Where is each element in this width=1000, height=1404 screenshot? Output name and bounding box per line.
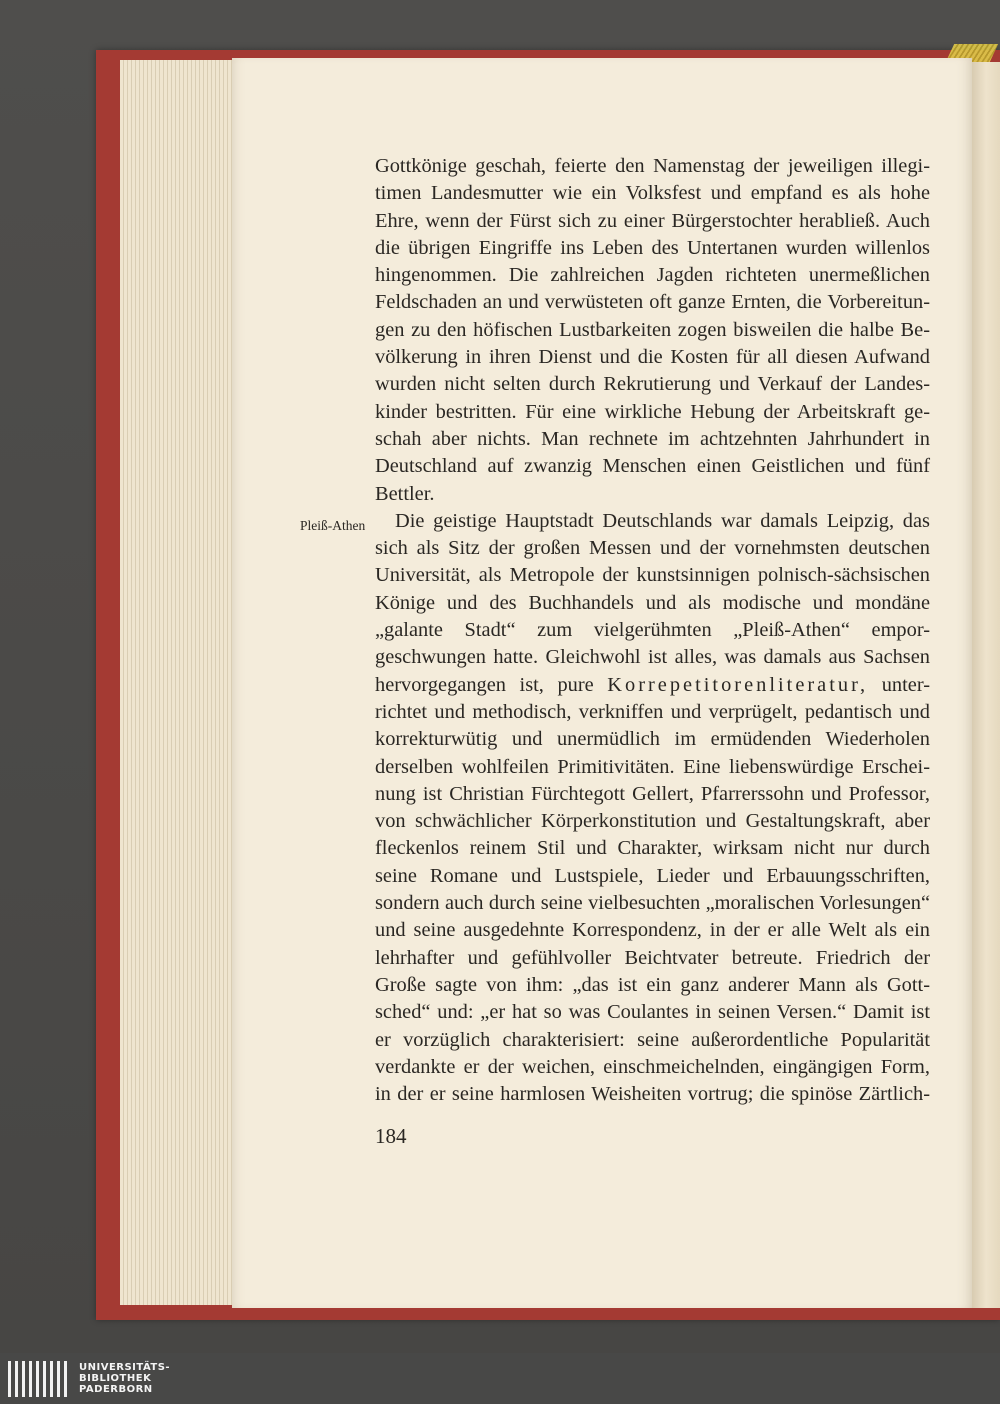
text-line: richtet und methodisch, verkniffen und verprügelt, pedantisch und <box>375 700 930 723</box>
text-line: Bettler. <box>375 482 435 505</box>
text-line: fleckenlos reinem Stil und Charakter, wirksam nicht nur durch <box>375 837 930 860</box>
text-line: Gottkönige geschah, feierte den Namenstag der jeweiligen illegi- <box>375 155 930 177</box>
library-name-line: BIBLIOTHEK <box>79 1373 152 1384</box>
library-name <box>79 1362 170 1395</box>
text-line: sich als Sitz der großen Messen und der vornehmsten deutschen <box>375 537 930 560</box>
text-line: Feldschaden an und verwüsteten oft ganze Ernten, die Vorbereitun- <box>375 291 930 314</box>
text-line: und seine ausgedehnte Korrespondenz, in der er alle Welt als ein <box>375 919 930 942</box>
text-line: „galante Stadt“ zum vielgerühmten „Pleiß-Athen“ empor- <box>375 619 930 642</box>
text-line: geschwungen hatte. Gleichwohl ist alles, was damals aus Sachsen <box>375 646 930 669</box>
text-line: nung ist Christian Fürchtegott Gellert, Pfarrerssohn und Professor, <box>375 782 930 805</box>
text-line: gen zu den höfischen Lustbarkeiten zogen bisweilen die halbe Be- <box>375 318 930 341</box>
text-line: hingenommen. Die zahlreichen Jagden richteten unermeßlichen <box>375 264 930 287</box>
text-line: derselben wohlfeilen Primitivitäten. Eine liebenswürdige Erschei- <box>375 755 930 778</box>
text-line: lehrhafter und gefühlvoller Beichtvater betreute. Friedrich der <box>375 946 930 969</box>
text-line: Deutschland auf zwanzig Menschen einen Geistlichen und fünf <box>375 455 930 478</box>
text-line: korrekturwütig und unermüdlich im ermüdenden Wiederholen <box>375 728 930 751</box>
library-logo-icon <box>8 1361 67 1397</box>
text-line: völkerung in ihren Dienst und die Kosten für all diesen Aufwand <box>375 346 930 369</box>
text-line: sched“ und: „er hat so was Coulantes in seinen Versen.“ Damit ist <box>375 1001 930 1024</box>
text-line: verdankte er der weichen, einschmeichelnden, eingängigen Form, <box>375 1055 930 1078</box>
text-line: Ehre, wenn der Fürst sich zu einer Bürgerstochter herabließ. Auch <box>375 209 930 232</box>
text-line: Könige und des Buchhandels und als modische und mondäne <box>375 591 930 614</box>
margin-note: Pleiß-Athen <box>300 518 366 533</box>
library-footer <box>0 1353 1000 1404</box>
text-line: Die geistige Hauptstadt Deutschlands war damals Leipzig, das <box>395 509 930 532</box>
text-line: er vorzüglich charakterisiert: seine außerordentliche Popularität <box>375 1028 930 1051</box>
text-line: timen Landesmutter wie ein Volksfest und empfand es als hohe <box>375 182 930 205</box>
text-line: sondern auch durch seine vielbesuchten „moralischen Vorlesungen“ <box>375 892 930 915</box>
text-line: schah aber nichts. Man rechnete im achtzehnten Jahrhundert in <box>375 427 930 450</box>
library-name-line: UNIVERSITÄTS- <box>79 1362 171 1373</box>
page-number: 184 <box>375 1124 407 1148</box>
text-line: Universität, als Metropole der kunstsinnigen polnisch-sächsischen <box>375 564 930 587</box>
text-fragment: hervorgegangen ist, pure <box>375 673 594 696</box>
text-line: die übrigen Eingriffe ins Leben des Untertanen wurden willenlos <box>375 236 930 259</box>
page-edges <box>120 60 233 1305</box>
text-line: von schwächlicher Körperkonstitution und Gestaltungskraft, aber <box>375 810 930 833</box>
text-line-spaced <box>375 672 930 699</box>
text-fragment: unter- <box>881 673 930 696</box>
text-line: seine Romane und Lustspiele, Lieder und Erbauungsschriften, <box>375 864 930 887</box>
library-name-line: PADERBORN <box>79 1384 153 1395</box>
text-line: Große sagte von ihm: „das ist ein ganz anderer Mann als Gott- <box>375 973 930 996</box>
facing-page-edge <box>972 62 1000 1308</box>
text-line: in der er seine harmlosen Weisheiten vortrug; die spinöse Zärtlich- <box>375 1083 930 1106</box>
emphasized-word: Korrepetitorenliteratur, <box>607 673 869 696</box>
text-line: wurden nicht selten durch Rekrutierung und Verkauf der Landes- <box>375 373 930 396</box>
text-line: kinder bestritten. Für eine wirkliche Hebung der Arbeitskraft ge- <box>375 400 930 423</box>
page-text <box>375 153 930 1108</box>
